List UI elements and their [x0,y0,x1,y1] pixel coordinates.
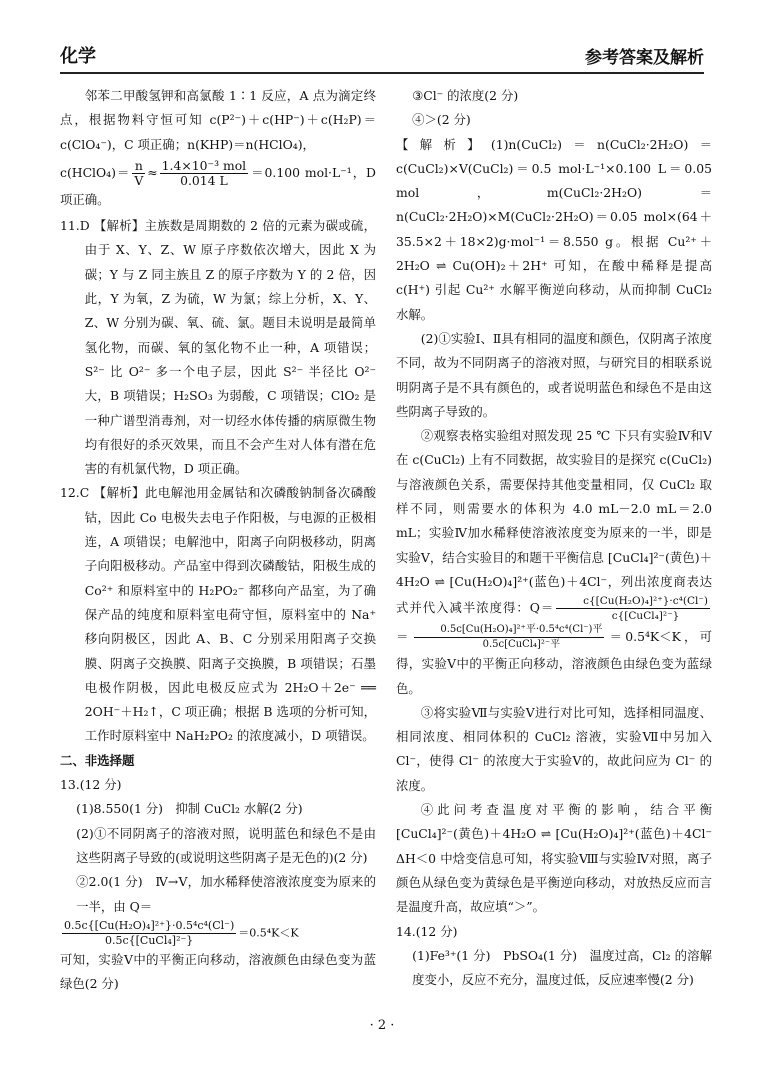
fraction-num: 0.5c[Cu(H₂O)₄]²⁺平·0.5⁴c⁴(Cl⁻)平 [414,623,605,638]
question-14: 14.(12 分) [396,923,458,939]
analysis-text: ②观察表格实验组对照发现 25 ℃ 下只有实验Ⅳ和Ⅴ在 c(CuCl₂) 上有不同数据，故实验目的是探究 c(CuCl₂) 与溶液颜色关系，需要保持其他变量相同，仅 CuCl₂ 取样不同，则需要水的体积为 4.0 mL－2.0 mL＝2.0 mL；实验Ⅳ加水稀释使溶液浓度变为原来的一半，即是实验Ⅴ，结合实验目的和题干平衡信息 [CuCl₄]²⁻(黄色)＋4H₂O ⇌ [Cu(H₂O)₄]²⁺(蓝色)＋4Cl⁻，列出浓度商表达式并代入减半浓度得：Q＝ [396,428,712,616]
fraction [62,919,236,948]
formula-text: ≈ [147,164,158,180]
fraction [556,594,710,623]
analysis-para [396,424,712,701]
fraction-num: c{[Cu(H₂O)₄]²⁺}·c⁴(Cl⁻) [556,594,710,609]
formula-text: ＝0.5⁴K＜K [238,926,299,940]
answer-13-3-4: ④＞(2 分) [412,112,471,128]
answer-14-1: (1)Fe³⁺(1 分) PbSO₄(1 分) 温度过高，Cl₂ 的溶解度变小，反应不充分，温度过低，反应速率慢(2 分) [412,947,712,988]
fraction-num: 1.4×10⁻³ mol [161,157,247,173]
section-title: 参考答案及解析 [585,48,704,68]
answer-11: 11.D 【解析】主族数是周期数的 2 倍的元素为碳或硫，由于 X、Y、Z、W 原子序数依次增大，因此 X 为碳；Y 与 Z 同主族且 Z 的原子序数为 Y 的 2 倍，因此，Y 为氧，Z 为硫，W 为氯；综上分析，X、Y、Z、W 分别为碳、氧、硫、氯。题目未说明是最简单氢化物，而碳、氧的氢化物不止一种，A 项错误；S²⁻ 比 O²⁻ 多一个电子层，因此 S²⁻ 半径比 O²⁻ 大，B 项错误；H₂SO₃ 为弱酸，C 项错误；ClO₂ 是一种广谱型消毒剂，对一切经水体传播的病原微生物均有很好的杀灭效果，而且不会产生对人体有潜在危害的有机氯代物，D 项正确。 [60,218,376,477]
left-column [60,84,376,996]
fraction [160,159,248,188]
fraction-den: 0.5c[CuCl₄]²⁻平 [482,639,561,651]
question-13: 13.(12 分) [60,777,122,793]
fraction [132,159,145,188]
formula-text: c(HClO₄)＝ [60,164,131,180]
answer-13-2: (2)①不同阴离子的溶液对照，说明蓝色和绿色不是由这些阴离子导致的(或说明这些阴离子是无色的)(2 分) [76,825,376,865]
analysis-text: ＝0.5⁴K＜K，可得，实验Ⅴ中的平衡正向移动，溶液颜色由绿色变为蓝绿色。 [396,629,713,696]
text-para: 可知，实验Ⅴ中的平衡正向移动，溶液颜色由绿色变为蓝绿色(2 分) [60,951,376,992]
page-header [60,38,704,74]
fraction [414,623,605,652]
answer-12: 12.C 【解析】此电解池用金属钴和次磷酸钠制备次磷酸钴，因此 Co 电极失去电子作阳极，与电源的正极相连，A 项错误；电解池中，阳离子向阴极移动，阴离子向阳极移动。产品室中得到次磷酸钴，阳极生成的 Co²⁺ 和原料室中的 H₂PO₂⁻ 都移向产品室，为了确保产品的纯度和原料室电荷守恒，原料室中的 Na⁺ 移向阴极区，因此 A、B、C 分别采用阳离子交换膜、阴离子交换膜、阳离子交换膜，B 项错误；石墨电极作阴极，因此电极反应式为 2H₂O＋2e⁻ ══ 2OH⁻＋H₂↑，C 项正确；根据 B 选项的分析可知，工作时原料室中 NaH₂PO₂ 的浓度减小，D 项错误。 [60,485,376,744]
formula-line [60,159,376,212]
analysis-text: ＝ [396,629,412,645]
formula-text: ＝0.100 mol·L⁻¹，D 项正确。 [60,164,376,207]
answer-13-3-3: ③Cl⁻ 的浓度(2 分) [412,88,519,103]
answer-13-1: (1)8.550(1 分) 抑制 CuCl₂ 水解(2 分) [76,801,303,817]
text-para: 邻苯二甲酸氢钾和高氯酸 1∶1 反应，A 点为滴定终点，根据物料守恒可知 c(P²⁻)＋c(HP⁻)＋c(H₂P)＝c(ClO₄⁻)，C 项正确；n(KHP)＝n(HClO₄)， [60,88,376,152]
formula-line [60,919,376,948]
section-heading: 二、非选择题 [60,752,135,768]
fraction-den: 0.5c{[CuCl₄]²⁻} [104,933,194,947]
page-number: · 2 · [369,1018,395,1033]
analysis-para: ④此问考查温度对平衡的影响，结合平衡 [CuCl₄]²⁻(黄色)＋4H₂O ⇌ [Cu(H₂O)₄]²⁺(蓝色)＋4Cl⁻ ΔH＜0 中焓变信息可知，将实验Ⅷ与实验Ⅳ对照，离子颜色从绿色变为黄绿色是平衡逆向移动，对放热反应而言是温度升高，故应填“＞”。 [396,802,712,915]
answer-13-3: ②2.0(1 分) Ⅳ→Ⅴ，加水稀释使溶液浓度变为原来的一半，由 Q＝ [76,874,376,914]
analysis-para: (2)①实验Ⅰ、Ⅱ具有相同的温度和颜色，仅阴离子浓度不同，故为不同阴离子的溶液对照，与研究目的相联系说明阴离子是不具有颜色的，或者说明蓝色和绿色不是由这些阴离子导致的。 [396,330,712,419]
fraction-den: c{[CuCl₄]²⁻} [611,610,680,623]
analysis-para: ③将实验Ⅶ与实验Ⅴ进行对比可知，选择相同温度、相同浓度、相同体积的 CuCl₂ 溶液，实验Ⅶ中另加入 Cl⁻，使得 Cl⁻ 的浓度大于实验Ⅴ的，故此问应为 Cl⁻ 的浓度。 [396,704,712,793]
fraction-den: 0.014 L [180,172,228,188]
right-column [396,84,712,992]
fraction-den: V [134,172,144,188]
fraction-num: 0.5c{[Cu(H₂O)₄]²⁺}·0.5⁴c⁴(Cl⁻) [64,918,235,932]
fraction-num: n [132,159,145,174]
analysis-para: 【解析】(1)n(CuCl₂)＝n(CuCl₂·2H₂O)＝c(CuCl₂)×V(CuCl₂)＝0.5 mol·L⁻¹×0.100 L＝0.05 mol，m(CuCl₂·2H₂O)＝n(CuCl₂·2H₂O)×M(CuCl₂·2H₂O)＝0.05 mol×(64＋35.5×2＋18×2)g·mol⁻¹＝8.550 g。根据 Cu²⁺＋2H₂O ⇌ Cu(OH)₂＋2H⁺ 可知，在酸中稀释是提高 c(H⁺) 引起 Cu²⁺ 水解平衡逆向移动，从而抑制 CuCl₂ 水解。 [396,136,712,322]
subject-title: 化学 [60,46,96,67]
